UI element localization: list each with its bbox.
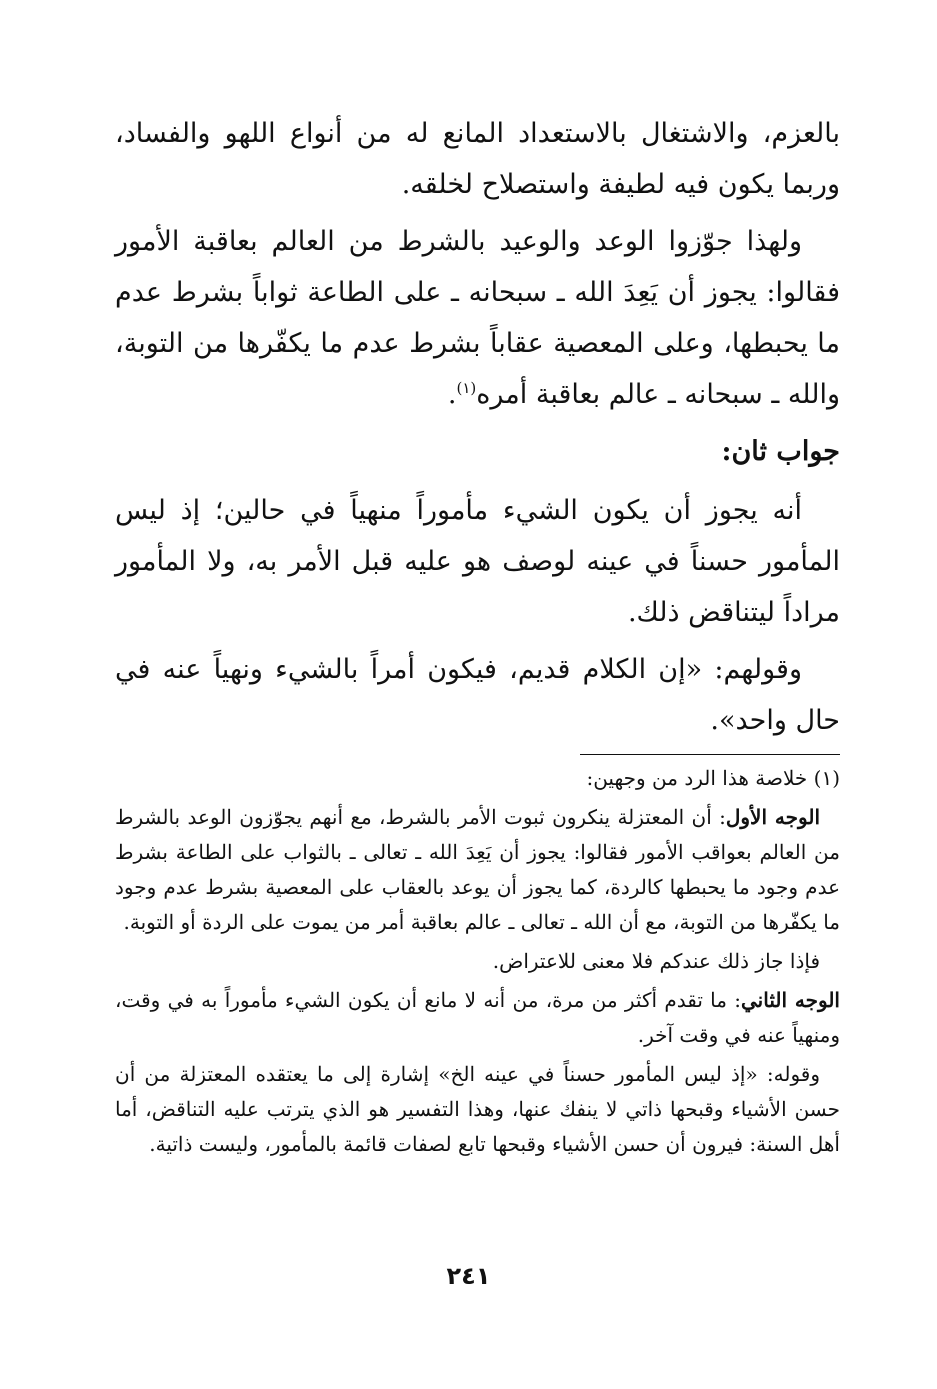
footnote-divider (580, 754, 840, 755)
footnote-paragraph (115, 983, 840, 1053)
paragraph: أنه يجوز أن يكون الشيء مأموراً منهياً في حالين؛ إذ ليس المأمور حسناً في عينه لوصف هو عليه قبل الأمر به، ولا المأمور مراداً ليتناقض ذلك. (115, 495, 840, 628)
footnote-reference[interactable]: (١) (456, 379, 477, 397)
footnotes (115, 761, 840, 1162)
page-number: ٢٤١ (446, 1262, 491, 1290)
section-heading: جواب ثان: (721, 436, 840, 467)
paragraph-end: . (447, 379, 457, 410)
main-text (115, 108, 840, 746)
footnote-intro-text: خلاصة هذا الرد من وجهين: (586, 766, 808, 790)
page-body (115, 108, 840, 1166)
paragraph: وقولهم: «إن الكلام قديم، فيكون أمراً بالشيء ونهياً عنه في حال واحد». (115, 654, 840, 736)
footnote-text: : ما تقدم أكثر من مرة، من أنه لا مانع أن يكون الشيء مأموراً به في وقت، ومنهياً عنه في وقت آخر. (115, 988, 840, 1047)
footnote-intro (115, 761, 840, 796)
footnote-paragraph: فإذا جاز ذلك عندكم فلا معنى للاعتراض. (492, 949, 820, 973)
footnote-paragraph (115, 800, 840, 940)
footnote-text: : أن المعتزلة ينكرون ثبوت الأمر بالشرط، مع أنهم يجوّزون الوعد بالشرط من العالم بعواقب الأمور فقالوا: يجوز أن يَعِدَ الله ـ تعالى ـ بالثواب على الطاعة بشرط عدم وجود ما يحبطها كالردة، كما يجوز أن يوعد بالعقاب على المعصية بشرط عدم وجود ما يكفّرها من التوبة، مع أن الله ـ تعالى ـ عالم بعاقبة أمر من يموت على الردة أو التوبة. (115, 805, 840, 934)
paragraph-text: ولهذا جوّزوا الوعد والوعيد بالشرط من العالم بعاقبة الأمور فقالوا: يجوز أن يَعِدَ الله ـ سبحانه ـ على الطاعة ثواباً بشرط عدم ما يحبطها، وعلى المعصية عقاباً بشرط عدم ما يكفّرها من التوبة، والله ـ سبحانه ـ عالم بعاقبة أمره (115, 226, 840, 410)
paragraph (115, 216, 840, 420)
footnote-paragraph: وقوله: «إذ ليس المأمور حسناً في عينه الخ» إشارة إلى ما يعتقده المعتزلة من أن حسن الأشياء وقبحها ذاتي لا ينفك عنها، وهذا التفسير هو الذي يترتب عليه التناقض، أما أهل السنة: فيرون أن حسن الأشياء وقبحها تابع لصفات قائمة بالمأمور، وليست ذاتية. (115, 1062, 840, 1156)
footnote-label: الوجه الثاني (741, 988, 840, 1012)
paragraph: بالعزم، والاشتغال بالاستعداد المانع له من أنواع اللهو والفساد، وربما يكون فيه لطيفة واستصلاح لخلقه. (115, 118, 840, 200)
footnote-label: الوجه الأول (725, 805, 821, 829)
footnote-number: (١) (813, 766, 840, 790)
